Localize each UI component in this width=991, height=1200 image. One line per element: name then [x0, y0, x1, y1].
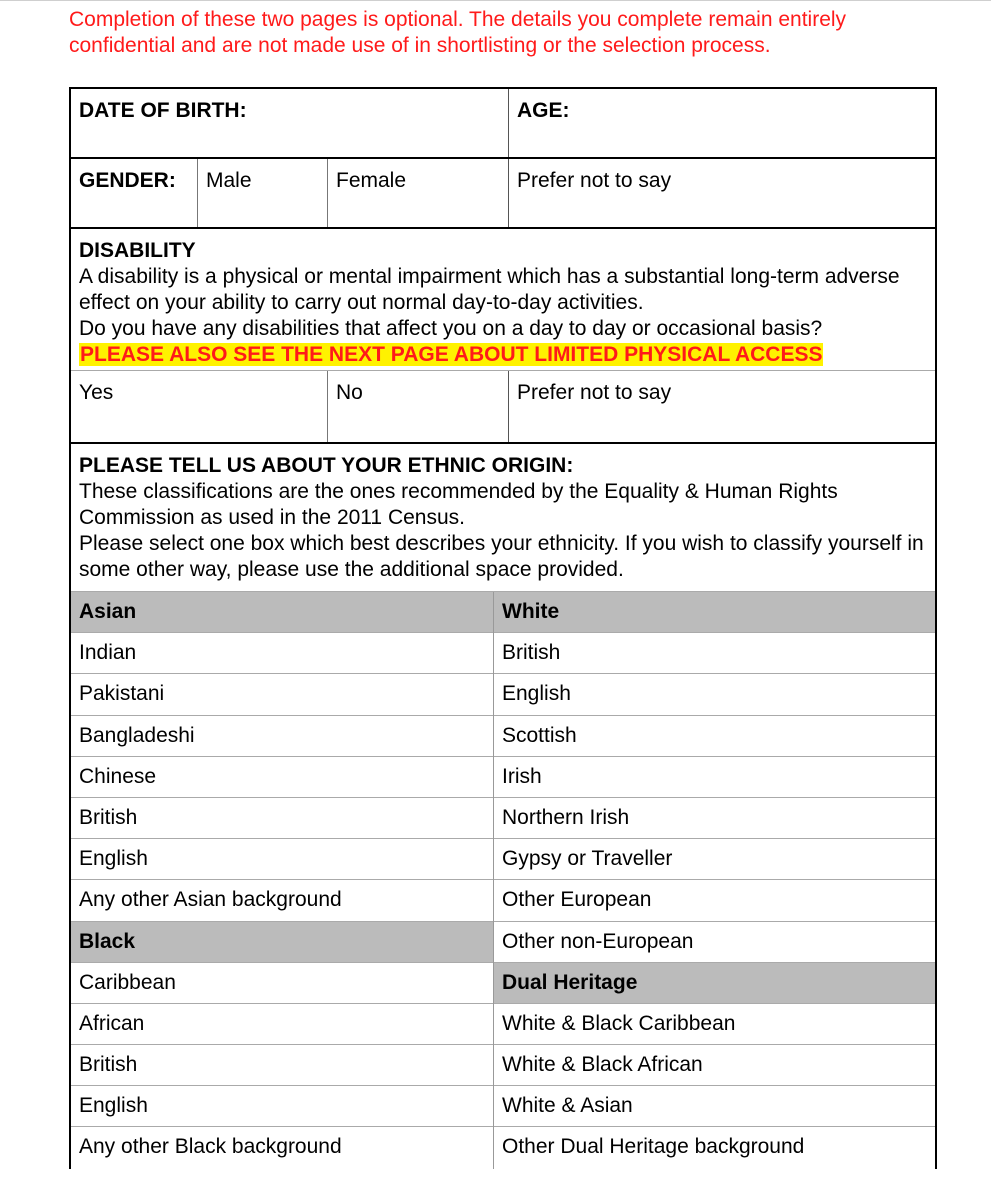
gender-option-prefer-not[interactable]: Prefer not to say [517, 169, 672, 192]
ethnicity-option-dual-heritage-white-and-black-caribbean[interactable]: White & Black Caribbean [494, 1004, 935, 1045]
date-of-birth-field[interactable]: DATE OF BIRTH: [71, 89, 509, 157]
dob-row [71, 89, 935, 159]
ethnicity-option-asian-pakistani[interactable]: Pakistani [71, 674, 493, 715]
ethnicity-option-asian-british[interactable]: British [71, 798, 493, 839]
ethnicity-option-black-british[interactable]: British [71, 1045, 493, 1086]
ethnicity-option-asian-any-other-asian-background[interactable]: Any other Asian background [71, 880, 493, 921]
disability-option-prefer-not[interactable]: Prefer not to say [517, 381, 672, 404]
equal-opportunities-form [69, 87, 937, 1169]
ethnicity-group-dual-heritage: Dual Heritage [494, 963, 935, 1004]
age-field[interactable]: AGE: [517, 99, 570, 122]
ethnicity-option-white-english[interactable]: English [494, 674, 935, 715]
ethnicity-option-asian-indian[interactable]: Indian [71, 633, 493, 674]
optional-notice: Completion of these two pages is optional. The details you complete remain entirely confidential and are not made use of in shortlisting or the selection process. [69, 8, 847, 57]
page-top-border [0, 0, 991, 1]
ethnicity-group-black: Black [71, 922, 493, 963]
ethnicity-option-black-any-other-black-background[interactable]: Any other Black background [79, 1135, 342, 1159]
ethnicity-option-asian-english[interactable]: English [71, 839, 493, 880]
limited-access-warning: PLEASE ALSO SEE THE NEXT PAGE ABOUT LIMITED PHYSICAL ACCESS [80, 343, 823, 366]
ethnicity-option-asian-chinese[interactable]: Chinese [71, 757, 493, 798]
ethnicity-option-black-english[interactable]: English [71, 1086, 493, 1127]
ethnicity-option-dual-heritage-white-and-asian[interactable]: White & Asian [494, 1086, 935, 1127]
ethnicity-option-white-irish[interactable]: Irish [494, 757, 935, 798]
disability-definition: A disability is a physical or mental impairment which has a substantial long-term adverse effect on your ability to carry out normal day-to-day activities. [79, 265, 900, 314]
ethnicity-group-asian: Asian [71, 592, 493, 633]
ethnicity-option-white-other-european[interactable]: Other European [494, 880, 935, 921]
disability-section [71, 229, 935, 371]
ethnicity-option-white-scottish[interactable]: Scottish [494, 716, 935, 757]
ethnic-origin-info: These classifications are the ones recommended by the Equality & Human Rights Commission as used in the 2011 Census. [79, 480, 838, 529]
ethnicity-option-white-gypsy-or-traveller[interactable]: Gypsy or Traveller [494, 839, 935, 880]
disability-option-yes[interactable]: Yes [71, 371, 328, 442]
gender-option-male[interactable]: Male [198, 159, 328, 227]
ethnicity-column-left [71, 592, 494, 1169]
ethnicity-option-white-northern-irish[interactable]: Northern Irish [494, 798, 935, 839]
ethnicity-option-white-british[interactable]: British [494, 633, 935, 674]
ethnicity-column-right [494, 592, 935, 1169]
ethnicity-table [71, 591, 935, 1169]
ethnic-origin-heading: PLEASE TELL US ABOUT YOUR ETHNIC ORIGIN: [79, 454, 574, 477]
disability-options-row [71, 371, 935, 444]
ethnicity-option-asian-bangladeshi[interactable]: Bangladeshi [71, 716, 493, 757]
ethnicity-option-black-african[interactable]: African [71, 1004, 493, 1045]
ethnicity-option-dual-heritage-white-and-black-african[interactable]: White & Black African [494, 1045, 935, 1086]
gender-label: GENDER: [71, 159, 198, 227]
ethnic-origin-instructions: Please select one box which best describes your ethnicity. If you wish to classify yourself in some other way, please use the additional space provided. [79, 532, 924, 581]
ethnicity-option-dual-heritage-other-dual-heritage-background[interactable]: Other Dual Heritage background [502, 1135, 805, 1159]
ethnic-origin-section [71, 444, 935, 591]
disability-option-no[interactable]: No [328, 371, 509, 442]
ethnicity-option-black-caribbean[interactable]: Caribbean [71, 963, 493, 1004]
ethnicity-option-white-other-non-european[interactable]: Other non-European [494, 922, 935, 963]
gender-option-female[interactable]: Female [328, 159, 509, 227]
disability-heading: DISABILITY [79, 239, 196, 262]
gender-row [71, 159, 935, 229]
disability-question: Do you have any disabilities that affect you on a day to day or occasional basis? [79, 317, 823, 340]
ethnicity-group-white: White [494, 592, 935, 633]
